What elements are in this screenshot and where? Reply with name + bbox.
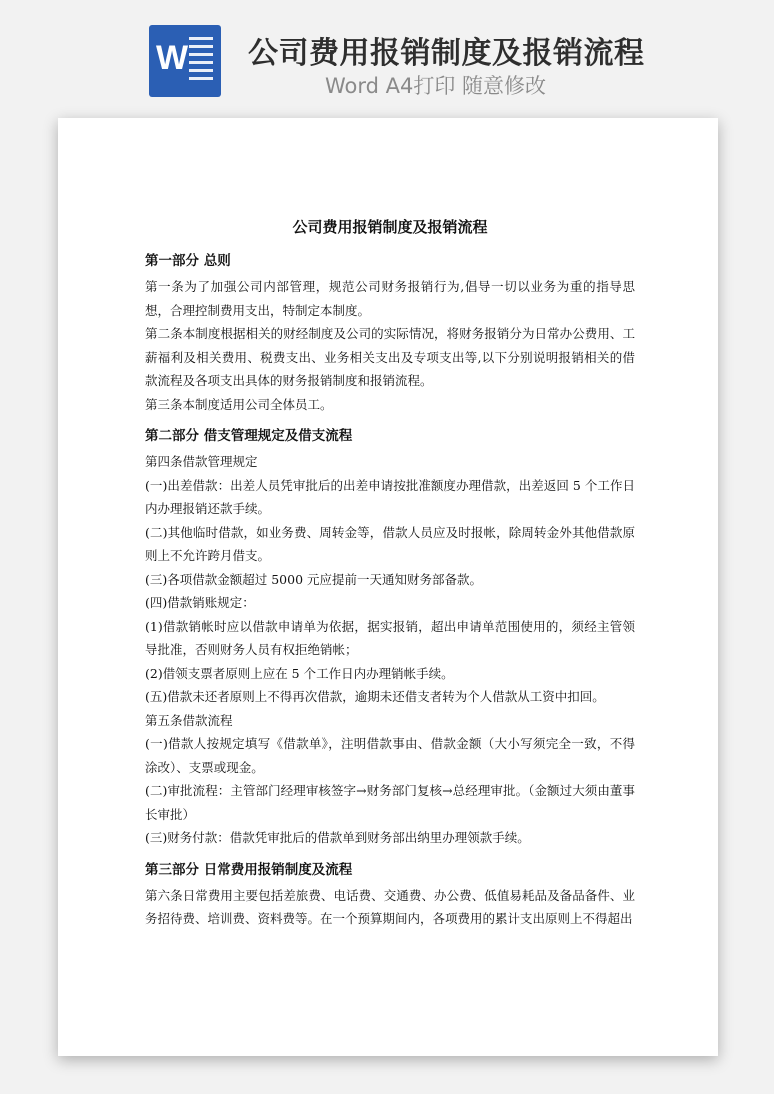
- document-title: 公司费用报销制度及报销流程: [292, 218, 488, 236]
- paragraph: 第三条本制度适用公司全体员工。: [145, 396, 333, 412]
- paragraph: 第二条本制度根据相关的财经制度及公司的实际情况，将财务报销分为日常办公费用、工薪福利及相关费用、税费支出、业务相关支出及专项支出等,以下分别说明报销相关的借款流程及各项支出具体的财务报销制度和报销流程。: [145, 326, 635, 388]
- word-logo-letter: W: [156, 39, 189, 77]
- section-heading: 第一部分 总则: [145, 253, 231, 269]
- banner-title: 公司费用报销制度及报销流程: [248, 36, 645, 71]
- section-heading: 第二部分 借支管理规定及借支流程: [145, 428, 353, 444]
- paragraph: (三)各项借款金额超过 5000 元应提前一天通知财务部备款。: [145, 571, 483, 587]
- document-content: [145, 249, 635, 931]
- paragraph: 第一条为了加强公司内部管理，规范公司财务报销行为,倡导一切以业务为重的指导思想，合理控制费用支出，特制定本制度。: [145, 279, 635, 318]
- word-logo-icon: [149, 25, 221, 97]
- paragraph: (2)借领支票者原则上应在 5 个工作日内办理销帐手续。: [145, 665, 454, 681]
- paragraph: (二)审批流程：主管部门经理审核签字→财务部门复核→总经理审批。（金额过大须由董事长审批）: [145, 783, 635, 822]
- banner: [0, 0, 774, 110]
- section-heading: 第三部分 日常费用报销制度及流程: [145, 861, 353, 878]
- word-logo-lines: [189, 37, 213, 85]
- paragraph: (二)其他临时借款，如业务费、周转金等，借款人员应及时报帐，除周转金外其他借款原则上不允许跨月借支。: [145, 524, 635, 563]
- paragraph: 第四条借款管理规定: [145, 454, 258, 469]
- paragraph: 第六条日常费用主要包括差旅费、电话费、交通费、办公费、低值易耗品及备品备件、业务招待费、培训费、资料费等。在一个预算期间内，各项费用的累计支出原则上不得超出: [145, 887, 635, 926]
- banner-subtitle: Word A4打印 随意修改: [325, 74, 547, 98]
- document-page: [58, 118, 718, 1056]
- paragraph: (三)财务付款：借款凭审批后的借款单到财务部出纳里办理领款手续。: [145, 830, 530, 845]
- paragraph: (一)借款人按规定填写《借款单》，注明借款事由、借款金额（大小写须完全一致，不得涂改）、支票或现金。: [145, 736, 635, 775]
- document-body: [145, 216, 635, 931]
- paragraph: (1)借款销帐时应以借款申请单为依据，据实报销，超出申请单范围使用的，须经主管领导批准，否则财务人员有权拒绝销帐；: [145, 618, 635, 657]
- paragraph: (五)借款未还者原则上不得再次借款，逾期未还借支者转为个人借款从工资中扣回。: [145, 689, 605, 704]
- paragraph: 第五条借款流程: [145, 712, 233, 728]
- paragraph: (四)借款销账规定：: [145, 595, 255, 610]
- paragraph: (一)出差借款：出差人员凭审批后的出差申请按批准额度办理借款，出差返回 5 个工作日内办理报销还款手续。: [145, 477, 635, 516]
